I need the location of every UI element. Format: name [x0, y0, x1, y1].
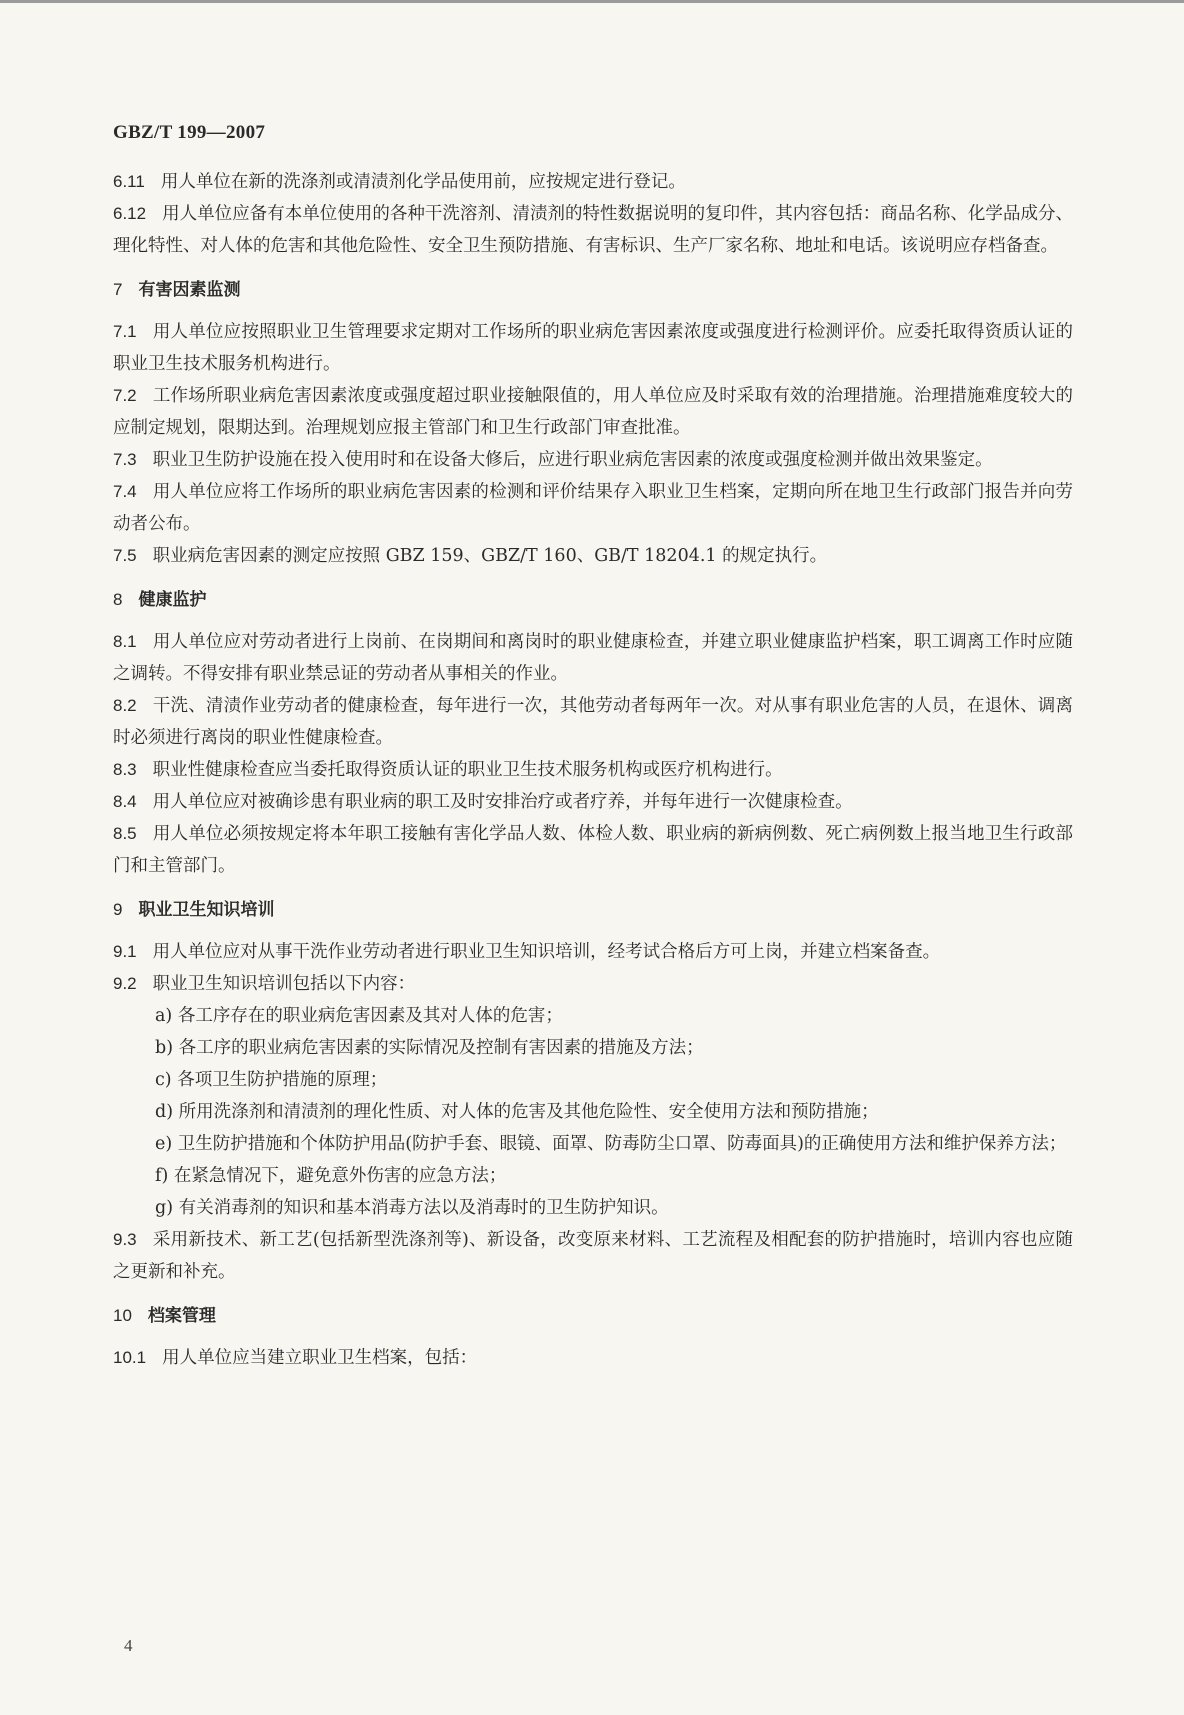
clause-text: 用人单位应对劳动者进行上岗前、在岗期间和离岗时的职业健康检查，并建立职业健康监护档案，职工调离工作时应随之调转。不得安排有职业禁忌证的劳动者从事相关的作业。 — [113, 632, 1073, 684]
clause-text: 采用新技术、新工艺(包括新型洗涤剂等)、新设备，改变原来材料、工艺流程及相配套的防护措施时，培训内容也应随之更新和补充。 — [113, 1230, 1073, 1282]
clause-number: 7.3 — [113, 450, 137, 469]
clause-9-3 — [113, 1224, 1073, 1288]
clause-10-1 — [113, 1342, 1073, 1374]
section-heading-7 — [113, 274, 1073, 306]
clause-text: 干洗、清渍作业劳动者的健康检查，每年进行一次，其他劳动者每两年一次。对从事有职业危害的人员，在退休、调离时必须进行离岗的职业性健康检查。 — [113, 696, 1073, 748]
clause-7-5 — [113, 540, 1073, 572]
clause-number: 9.3 — [113, 1230, 137, 1249]
clause-number: 8.2 — [113, 696, 137, 715]
clause-number: 7.1 — [113, 322, 137, 341]
clause-7-2 — [113, 380, 1073, 444]
section-heading-9 — [113, 894, 1073, 926]
clause-number: 8.5 — [113, 824, 137, 843]
section-number: 9 — [113, 900, 123, 919]
section-title: 有害因素监测 — [138, 280, 241, 300]
clause-7-1 — [113, 316, 1073, 380]
clause-number: 7.2 — [113, 386, 137, 405]
clause-8-5 — [113, 818, 1073, 882]
clause-number: 7.5 — [113, 546, 137, 565]
clause-text: 用人单位必须按规定将本年职工接触有害化学品人数、体检人数、职业病的新病例数、死亡病例数上报当地卫生行政部门和主管部门。 — [113, 824, 1073, 876]
clause-7-3 — [113, 444, 1073, 476]
list-item-a: a) 各工序存在的职业病危害因素及其对人体的危害； — [155, 1006, 563, 1026]
clause-8-2 — [113, 690, 1073, 754]
clause-8-3 — [113, 754, 1073, 786]
clause-number: 8.3 — [113, 760, 137, 779]
clause-text: 职业性健康检查应当委托取得资质认证的职业卫生技术服务机构或医疗机构进行。 — [152, 760, 783, 780]
clause-number: 6.12 — [113, 204, 147, 223]
clause-text: 用人单位应对从事干洗作业劳动者进行职业卫生知识培训，经考试合格后方可上岗，并建立档案备查。 — [152, 942, 941, 962]
clause-number: 6.11 — [113, 172, 145, 191]
clause-text: 用人单位应按照职业卫生管理要求定期对工作场所的职业病危害因素浓度或强度进行检测评价。应委托取得资质认证的职业卫生技术服务机构进行。 — [113, 322, 1073, 374]
clause-8-4 — [113, 786, 1073, 818]
document-page — [113, 122, 1073, 1374]
section-number: 7 — [113, 280, 123, 299]
section-number: 8 — [113, 590, 123, 609]
page-number: 4 — [124, 1636, 133, 1655]
clause-6-11 — [113, 166, 1073, 198]
clause-text: 职业卫生防护设施在投入使用时和在设备大修后，应进行职业病危害因素的浓度或强度检测并做出效果鉴定。 — [152, 450, 993, 470]
clause-text: 用人单位在新的洗涤剂或清渍剂化学品使用前，应按规定进行登记。 — [160, 172, 686, 192]
section-heading-10 — [113, 1300, 1073, 1332]
clause-number: 7.4 — [113, 482, 137, 501]
section-number: 10 — [113, 1306, 132, 1325]
clause-number: 9.1 — [113, 942, 137, 961]
page-top-edge — [0, 0, 1184, 3]
clause-9-2 — [113, 968, 1073, 1000]
clause-text: 工作场所职业病危害因素浓度或强度超过职业接触限值的，用人单位应及时采取有效的治理措施。治理措施难度较大的应制定规划，限期达到。治理规划应报主管部门和卫生行政部门审查批准。 — [113, 386, 1073, 438]
clause-text: 用人单位应当建立职业卫生档案，包括： — [162, 1348, 478, 1368]
list-item-f: f) 在紧急情况下，避免意外伤害的应急方法； — [155, 1166, 507, 1186]
clause-7-4 — [113, 476, 1073, 540]
clause-text: 职业卫生知识培训包括以下内容： — [152, 974, 416, 994]
clause-6-12 — [113, 198, 1073, 262]
section-title: 档案管理 — [147, 1306, 216, 1326]
clause-number: 8.1 — [113, 632, 137, 651]
clause-8-1 — [113, 626, 1073, 690]
list-item-b: b) 各工序的职业病危害因素的实际情况及控制有害因素的措施及方法； — [155, 1038, 704, 1058]
clause-text: 用人单位应将工作场所的职业病危害因素的检测和评价结果存入职业卫生档案，定期向所在地卫生行政部门报告并向劳动者公布。 — [113, 482, 1073, 534]
list-item-g: g) 有关消毒剂的知识和基本消毒方法以及消毒时的卫生防护知识。 — [155, 1198, 669, 1218]
list-item-c: c) 各项卫生防护措施的原理； — [155, 1070, 388, 1090]
section-heading-8 — [113, 584, 1073, 616]
list-item-e: e) 卫生防护措施和个体防护用品(防护手套、眼镜、面罩、防毒防尘口罩、防毒面具)的正确使用方法和维护保养方法； — [155, 1134, 1067, 1154]
list-item-d: d) 所用洗涤剂和清渍剂的理化性质、对人体的危害及其他危险性、安全使用方法和预防措施； — [155, 1102, 879, 1122]
section-title: 职业卫生知识培训 — [138, 900, 275, 920]
clause-9-1 — [113, 936, 1073, 968]
clause-text: 用人单位应备有本单位使用的各种干洗溶剂、清渍剂的特性数据说明的复印件，其内容包括：商品名称、化学品成分、理化特性、对人体的危害和其他危险性、安全卫生预防措施、有害标识、生产厂家名称、地址和电话。该说明应存档备查。 — [113, 204, 1073, 256]
clause-number: 8.4 — [113, 792, 137, 811]
section-title: 健康监护 — [138, 590, 207, 610]
clause-text: 职业病危害因素的测定应按照 GBZ 159、GBZ/T 160、GB/T 18204.1 的规定执行。 — [152, 546, 828, 566]
standard-code: GBZ/T 199—2007 — [113, 122, 266, 143]
clause-number: 10.1 — [113, 1348, 147, 1367]
clause-number: 9.2 — [113, 974, 137, 993]
clause-text: 用人单位应对被确诊患有职业病的职工及时安排治疗或者疗养，并每年进行一次健康检查。 — [152, 792, 853, 812]
